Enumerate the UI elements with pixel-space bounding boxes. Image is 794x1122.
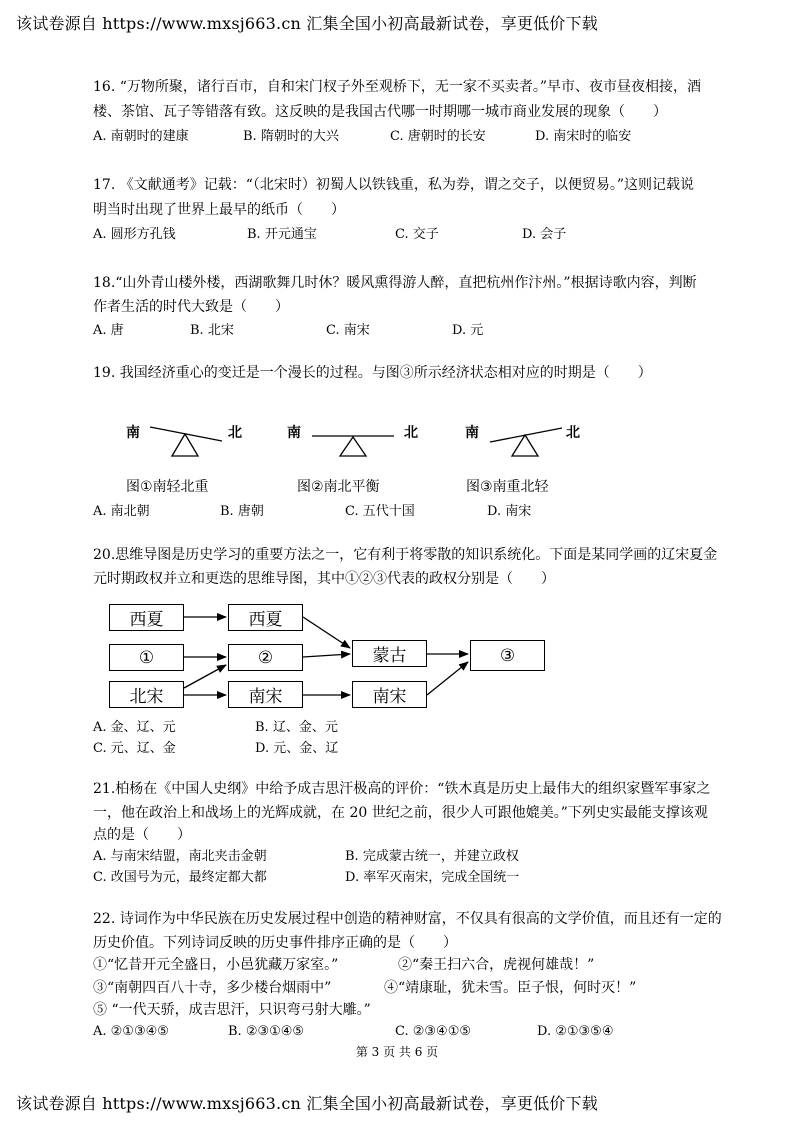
q17-option-a: A. 圆形方孔钱 xyxy=(93,227,176,242)
q16-stem-line1: 16. “万物所聚，诸行百市，自和宋门杈子外至观桥下，无一家不买卖者。”早市、夜市昼夜相接，酒 xyxy=(93,79,702,95)
q19-option-d: D. 南宋 xyxy=(487,504,532,519)
q19-option-c: C. 五代十国 xyxy=(345,504,415,519)
fig1-caption: 图①南轻北重 xyxy=(126,479,209,495)
q22-stem-line1: 22. 诗词作为中华民族在历史发展过程中创造的精神财富，不仅具有很高的文学价值，而且还有一定的 xyxy=(93,911,722,927)
q20-option-c: C. 元、辽、金 xyxy=(93,741,176,756)
box-circle-2: ② xyxy=(228,644,303,671)
q18-option-a: A. 唐 xyxy=(93,323,124,338)
box-mongol: 蒙古 xyxy=(352,640,427,667)
page-number: 第 3 页 共 6 页 xyxy=(355,1045,439,1059)
q22-stem-line2: 历史价值。下列诗词反映的历史事件排序正确的是（ ） xyxy=(93,935,457,951)
q16-option-d: D. 南宋时的临安 xyxy=(535,129,632,144)
q21-option-b: B. 完成蒙古统一，并建立政权 xyxy=(345,849,519,864)
q20-option-b: B. 辽、金、元 xyxy=(255,720,338,735)
fig3-caption: 图③南重北轻 xyxy=(466,479,549,495)
box-circle-3: ③ xyxy=(470,640,545,671)
page-header-source: 该试卷源自 https://www.mxsj663.cn 汇集全国小初高最新试卷，享更低价下载 xyxy=(16,14,598,33)
page-footer-source: 该试卷源自 https://www.mxsj663.cn 汇集全国小初高最新试卷，享更低价下载 xyxy=(16,1094,598,1113)
q17-option-d: D. 会子 xyxy=(522,227,567,242)
q20-stem-line2: 元时期政权并立和更迭的思维导图，其中①②③代表的政权分别是（ ） xyxy=(93,571,555,587)
q22-option-d: D. ②①③⑤④ xyxy=(537,1024,614,1039)
q18-stem-line1: 18.“山外青山楼外楼，西湖歌舞几时休？暖风熏得游人醉，直把杭州作汴州。”根据诗歌内容，判断 xyxy=(93,275,697,291)
q22-poem-3: ③“南朝四百八十寺，多少楼台烟雨中” xyxy=(93,980,332,996)
q22-poem-5: ⑤ “一代天骄，成吉思汗，只识弯弓射大雕。” xyxy=(93,1002,371,1018)
q19-option-a: A. 南北朝 xyxy=(93,504,150,519)
q19-stem: 19. 我国经济重心的变迁是一个漫长的过程。与图③所示经济状态相对应的时期是（ ） xyxy=(93,365,652,381)
fig2-north-label: 北 xyxy=(404,425,418,441)
fig1-beam xyxy=(150,427,222,441)
q21-option-d: D. 率军灭南宋，完成全国统一 xyxy=(345,870,520,885)
q21-stem-line3: 点的是（ ） xyxy=(93,827,191,843)
q17-option-c: C. 交子 xyxy=(395,227,439,242)
q22-option-b: B. ②③①④⑤ xyxy=(228,1024,305,1039)
box-nansong-2: 南宋 xyxy=(352,681,427,708)
q21-option-c: C. 改国号为元，最终定都大都 xyxy=(93,870,267,885)
box-nansong-1: 南宋 xyxy=(228,681,303,708)
q20-option-a: A. 金、辽、元 xyxy=(93,720,176,735)
fig2-south-label: 南 xyxy=(287,425,301,441)
q22-poem-1: ①“忆昔开元全盛日，小邑犹藏万家室。” xyxy=(93,957,339,973)
q18-option-b: B. 北宋 xyxy=(190,323,234,338)
q22-poem-4: ④“靖康耻，犹未雪。臣子恨，何时灭！” xyxy=(384,980,637,996)
q18-option-d: D. 元 xyxy=(452,323,484,338)
box-beisong: 北宋 xyxy=(109,681,184,708)
q16-stem-line2: 楼、茶馆、瓦子等错落有致。这反映的是我国古代哪一时期哪一城市商业发展的现象（ ） xyxy=(93,104,667,120)
q17-stem-line2: 明当时出现了世界上最早的纸币（ ） xyxy=(93,202,345,218)
fig3-south-label: 南 xyxy=(465,425,479,441)
q18-option-c: C. 南宋 xyxy=(326,323,370,338)
fig2-caption: 图②南北平衡 xyxy=(297,479,380,495)
q16-option-c: C. 唐朝时的长安 xyxy=(390,129,486,144)
q17-stem-line1: 17. 《文献通考》记载：“（北宋时）初蜀人以铁钱重，私为券，谓之交子，以便贸易。”这则记载说 xyxy=(93,177,695,193)
fig3-fulcrum xyxy=(512,435,538,456)
q22-option-c: C. ②③④①⑤ xyxy=(395,1024,472,1039)
fig3-north-label: 北 xyxy=(566,425,580,441)
q21-option-a: A. 与南宋结盟，南北夹击金朝 xyxy=(93,849,267,864)
fig1-north-label: 北 xyxy=(228,425,242,441)
q16-option-a: A. 南朝时的建康 xyxy=(93,129,189,144)
q19-option-b: B. 唐朝 xyxy=(220,504,264,519)
box-circle-1: ① xyxy=(109,644,184,671)
box-xixia-2: 西夏 xyxy=(228,604,303,631)
fig2-fulcrum xyxy=(340,437,366,456)
fig1-fulcrum xyxy=(172,434,198,456)
q22-poem-2: ②“秦王扫六合，虎视何雄哉！” xyxy=(398,957,595,973)
q17-option-b: B. 开元通宝 xyxy=(247,227,317,242)
q21-stem-line2: 一，他在政治上和战场上的光辉成就，在 20 世纪之前，很少人可跟他媲美。”下列史实最能支撑该观 xyxy=(93,805,708,821)
q20-stem-line1: 20.思维导图是历史学习的重要方法之一，它有利于将零散的知识系统化。下面是某同学画的辽宋夏金 xyxy=(93,547,718,563)
box-xixia-1: 西夏 xyxy=(109,604,184,631)
q16-option-b: B. 隋朝时的大兴 xyxy=(243,129,339,144)
fig1-south-label: 南 xyxy=(126,425,140,441)
q22-option-a: A. ②①③④⑤ xyxy=(93,1024,169,1039)
fig3-beam xyxy=(490,428,562,442)
q18-stem-line2: 作者生活的时代大致是（ ） xyxy=(93,299,289,315)
q21-stem-line1: 21.柏杨在《中国人史纲》中给予成吉思汗极高的评价：“铁木真是历史上最伟大的组织家暨军事家之 xyxy=(93,781,711,797)
q20-option-d: D. 元、金、辽 xyxy=(255,741,339,756)
